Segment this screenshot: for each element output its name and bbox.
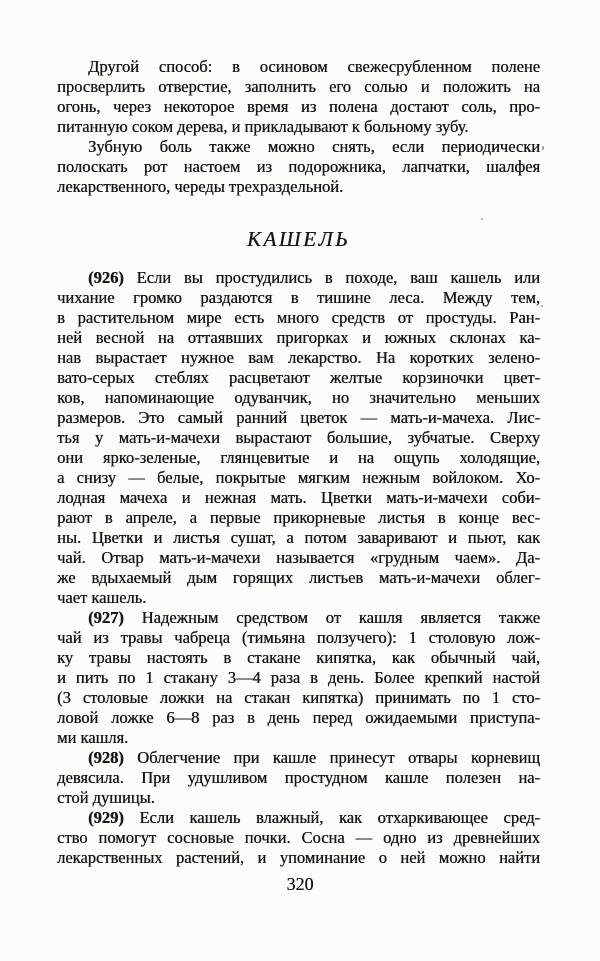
text-line: а снизу — белые, покрытые мягким нежным войлоком. Хо- bbox=[57, 468, 540, 487]
text-line: стой душицы. bbox=[57, 788, 155, 807]
text-line: Другой способ: в осиновом свежесрубленном полене bbox=[88, 57, 540, 76]
text-line: ны. Цветки и листья сушат, а потом заваривают и пьют, как bbox=[57, 528, 540, 547]
text-line: полоскать рот настоем из подорожника, лапчатки, шалфея bbox=[57, 157, 540, 176]
text-line: ку травы настоять в стакане кипятка, как обычный чай, bbox=[57, 648, 540, 667]
text-line: вато-серых стеблях расцветают желтые корзиночки цвет- bbox=[57, 368, 540, 387]
section-heading: КАШЕЛЬ bbox=[246, 227, 351, 251]
text-line: и пить по 1 стакану 3—4 раза в день. Более крепкий настой bbox=[57, 668, 540, 687]
text-line: просверлить отверстие, заполнить его солью и положить на bbox=[57, 77, 540, 96]
text-line: ловой ложке 6—8 раз в день перед ожидаемыми приступа- bbox=[57, 708, 540, 727]
text-line: чай. Отвар мать-и-мачехи называется «грудным чаем». Да- bbox=[57, 548, 540, 567]
text-line: чай из травы чабреца (тимьяна ползучего): 1 столовую лож- bbox=[57, 628, 540, 647]
scan-speck bbox=[541, 305, 543, 307]
text-line: же вдыхаемый дым горящих листьев мать-и-мачехи облег- bbox=[57, 568, 540, 587]
text-line: питанную соком дерева, и прикладывают к больному зубу. bbox=[57, 117, 469, 136]
text-line: огонь, через некоторое время из полена достают соль, про- bbox=[57, 97, 540, 116]
scan-speck bbox=[481, 218, 483, 220]
paragraph bbox=[57, 608, 540, 748]
text-line: тья у мать-и-мачехи вырастают большие, зубчатые. Сверху bbox=[57, 428, 540, 447]
text-column bbox=[57, 57, 540, 868]
text-line: лодная мачеха и нежная мать. Цветки мать-и-мачехи соби- bbox=[57, 488, 540, 507]
paragraph bbox=[57, 57, 540, 137]
item-number: (927) bbox=[88, 608, 124, 627]
text-line: ство помогут сосновые почки. Сосна — одно из древнейших bbox=[57, 828, 540, 847]
text-line: ней весной на оттаявших пригорках и южных склонах ка- bbox=[57, 328, 540, 347]
text-line: девясила. При удушливом простудном кашле полезен на- bbox=[57, 768, 540, 787]
text-line: чихание громко раздаются в тишине леса. Между тем, bbox=[57, 288, 540, 307]
text-line: в растительном мире есть много средств от простуды. Ран- bbox=[57, 308, 540, 327]
text-line: ми кашля. bbox=[57, 728, 129, 747]
text-line: (927) Надежным средством от кашля является также bbox=[88, 608, 540, 627]
text-line: (3 столовые ложки на стакан кипятка) принимать по 1 сто- bbox=[57, 688, 540, 707]
text-line: размеров. Это самый ранний цветок — мать-и-мачеха. Лис- bbox=[57, 408, 540, 427]
text-line: чает кашель. bbox=[57, 588, 147, 607]
text-line: лекарственных растений, и упоминание о ней можно найти bbox=[57, 848, 540, 867]
paragraph bbox=[57, 268, 540, 608]
scan-speck bbox=[542, 146, 544, 150]
text-line: (929) Если кашель влажный, как отхаркивающее сред- bbox=[88, 808, 540, 827]
text-line: Зубную боль также можно снять, если периодически bbox=[88, 137, 540, 156]
item-number: (928) bbox=[88, 748, 124, 767]
text-line: ков, напоминающие одуванчик, но значительно меньших bbox=[57, 388, 540, 407]
item-number: (926) bbox=[88, 268, 124, 287]
text-line: рают в апреле, а первые прикорневые листья в конце вес- bbox=[57, 508, 540, 527]
paragraph bbox=[57, 137, 540, 197]
paragraph bbox=[57, 808, 540, 868]
text-line: (928) Облегчение при кашле принесут отвары корневищ bbox=[88, 748, 540, 767]
item-number: (929) bbox=[88, 808, 124, 827]
text-line: (926) Если вы простудились в походе, ваш кашель или bbox=[88, 268, 540, 287]
text-line: они ярко-зеленые, глянцевитые и на ощупь холодящие, bbox=[57, 448, 540, 467]
text-line: нав вырастает нужное вам лекарство. На коротких зелено- bbox=[57, 348, 540, 367]
page-number: 320 bbox=[286, 874, 314, 894]
paragraph bbox=[57, 748, 540, 808]
text-line: лекарственного, череды трехраздельной. bbox=[57, 177, 344, 196]
